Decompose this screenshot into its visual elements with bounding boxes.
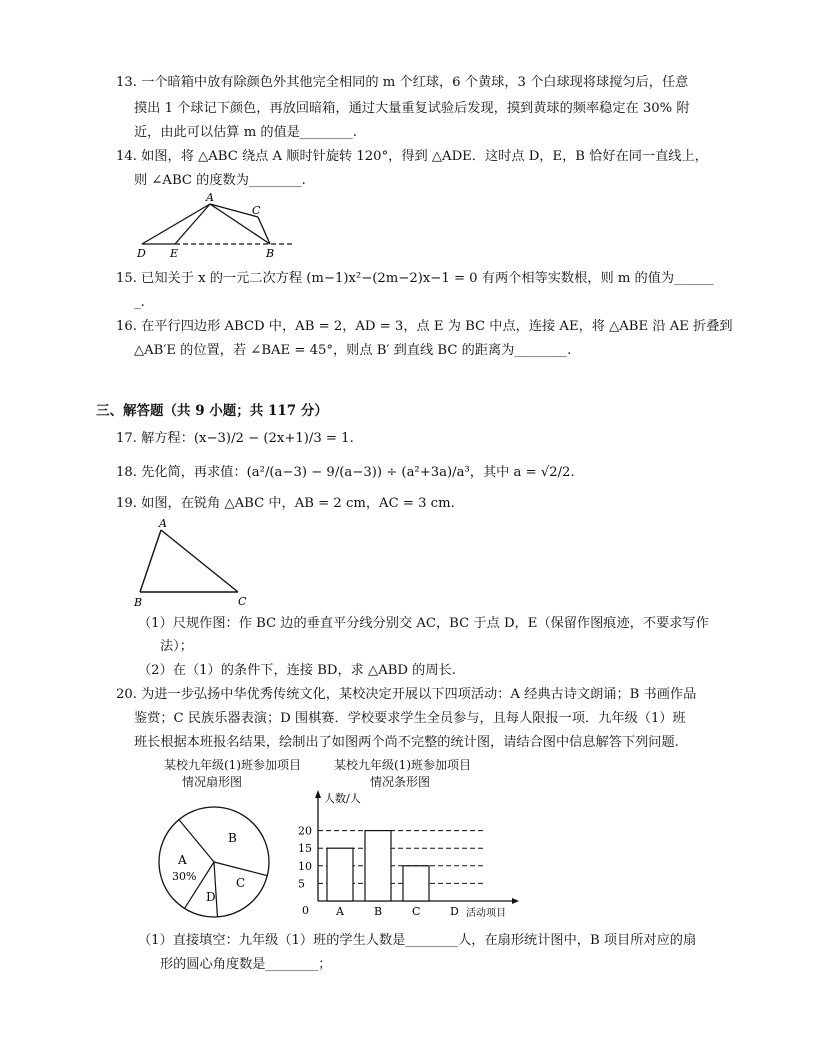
q20-line1: 20. 为进一步弘扬中华优秀传统文化，某校决定开展以下四项活动：A 经典古诗文朗诵；B 书画作品: [116, 687, 697, 702]
q16-line1: 16. 在平行四边形 ABCD 中，AB = 2，AD = 3，点 E 为 BC 中点，连接 AE，将 △ABE 沿 AE 折叠到: [116, 319, 733, 334]
pie-label-B: B: [228, 831, 237, 845]
pie-chart: [150, 802, 280, 924]
bar-ytick-10: 10: [298, 859, 312, 873]
q16-line2: △AB′E 的位置，若 ∠BAE = 45°，则点 B′ 到直线 BC 的距离为________.: [134, 343, 572, 358]
bar-y-label: 人数/人: [324, 792, 361, 805]
q19-line1: 19. 如图，在锐角 △ABC 中，AB = 2 cm，AC = 3 cm.: [116, 496, 455, 511]
bar-title-line2: 情况条形图: [370, 775, 431, 789]
bar-chart: [290, 786, 530, 920]
q15-line1: 15. 已知关于 x 的一元二次方程 (m−1)x²−(2m−2)x−1 = 0 有两个相等实数根，则 m 的值为______: [116, 271, 714, 286]
pie-label-C: C: [236, 876, 246, 890]
q19-part1-line2: 法）；: [160, 639, 193, 654]
bar-ytick-20: 20: [298, 824, 312, 838]
q14-figure: [130, 192, 305, 262]
q13-line2: 摸出 1 个球记下颜色，再放回暗箱，通过大量重复试验后发现，摸到黄球的频率稳定在 30% 附: [134, 101, 690, 116]
bar-x-label: 活动项目: [466, 908, 506, 919]
bar-xtick-D: D: [450, 905, 459, 918]
bar-xtick-B: B: [374, 905, 383, 918]
q20-line2: 鉴赏；C 民族乐器表演；D 围棋赛．学校要求学生全员参与，且每人限报一项．九年级（1）班: [134, 711, 686, 726]
bar-B: [365, 831, 391, 901]
bar-ytick-5: 5: [298, 877, 305, 891]
q13-line3: 近，由此可以估算 m 的值是________.: [134, 125, 357, 140]
bar-y-arrow: [315, 790, 321, 798]
q20-part1-line2: 形的圆心角度数是________；: [160, 957, 332, 972]
bar-xtick-A: A: [336, 905, 344, 918]
q20-line3: 班长根据本班报名结果，绘制出了如图两个尚不完整的统计图，请结合图中信息解答下列问题.: [134, 735, 679, 750]
bar-ytick-15: 15: [298, 842, 312, 856]
q19-part1-line1: （1）尺规作图：作 BC 边的垂直平分线分别交 AC，BC 于点 D，E（保留作图痕迹，不要求写作: [138, 616, 709, 631]
pie-label-a-percent: 30%: [172, 870, 197, 883]
section-title: 三、解答题（共 9 小题；共 117 分）: [96, 403, 328, 419]
pie-divider-C: [214, 862, 267, 876]
pie-label-A: A: [178, 853, 187, 867]
q14-line2: 则 ∠ABC 的度数为________.: [134, 173, 306, 188]
q19-part2: （2）在（1）的条件下，连接 BD，求 △ABD 的周长.: [138, 663, 456, 678]
bar-C: [403, 866, 429, 901]
bar-A: [327, 848, 353, 901]
bar-xtick-C: C: [412, 905, 421, 918]
q14-label-a: A: [206, 192, 214, 204]
bar-x-arrow: [512, 898, 519, 904]
q19-label-c: C: [238, 595, 247, 608]
q19-figure: [128, 516, 258, 608]
q14-label-b: B: [266, 247, 275, 260]
q19-label-b: B: [134, 596, 143, 608]
q18-line: 18. 先化简，再求值：(a²/(a−3) − 9/(a−3)) ÷ (a²+3a)/a³，其中 a = √2/2.: [116, 465, 575, 480]
pie-title-line1: 某校九年级(1)班参加项目: [164, 758, 301, 772]
q13-line1: 13. 一个暗箱中放有除颜色外其他完全相同的 m 个红球，6 个黄球，3 个白球现将球搅匀后，任意: [116, 75, 689, 90]
bar-title-line1: 某校九年级(1)班参加项目: [334, 758, 471, 772]
q14-label-c: C: [252, 204, 261, 217]
q15-line2: _.: [134, 295, 145, 310]
q14-label-d: D: [137, 247, 146, 260]
q17-line: 17. 解方程：(x−3)/2 − (2x+1)/3 = 1.: [116, 431, 354, 446]
bar-origin-label: 0: [302, 904, 309, 917]
q19-label-a: A: [159, 517, 167, 530]
q14-label-e: E: [170, 247, 179, 260]
q14-line1: 14. 如图，将 △ABC 绕点 A 顺时针旋转 120°，得到 △ADE．这时点 D，E，B 恰好在同一直线上，: [116, 149, 708, 164]
pie-title-line2: 情况扇形图: [182, 775, 243, 789]
pie-label-D: D: [206, 890, 216, 904]
q20-part1-line1: （1）直接填空：九年级（1）班的学生人数是________人，在扇形统计图中，B 项目所对应的扇: [138, 933, 697, 948]
